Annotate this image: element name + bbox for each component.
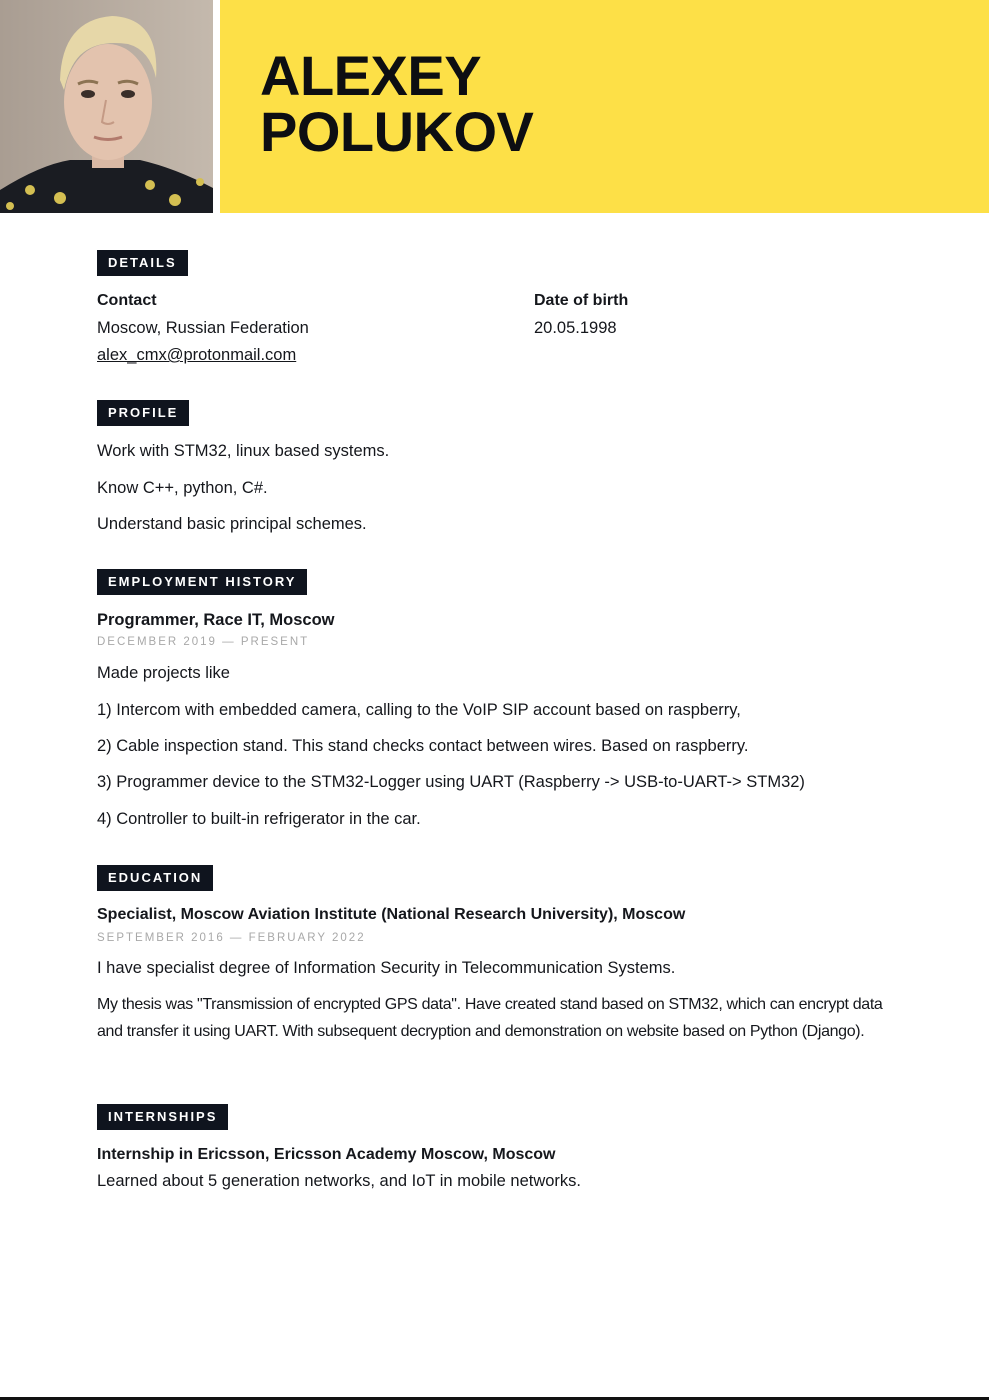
profile-photo xyxy=(0,0,213,213)
contact-label: Contact xyxy=(97,292,157,309)
profile-line: Know C++, python, C#. xyxy=(97,479,268,497)
education-dates: SEPTEMBER 2016 — FEBRUARY 2022 xyxy=(97,932,366,944)
internship-title: Internship in Ericsson, Ericsson Academy Moscow, Moscow xyxy=(97,1146,556,1163)
job-description-line: 3) Programmer device to the STM32-Logger using UART (Raspberry -> USB-to-UART-> STM32) xyxy=(97,773,805,791)
contact-email-link[interactable]: alex_cmx@protonmail.com xyxy=(97,346,297,364)
details-heading: DETAILS xyxy=(97,250,188,276)
profile-line: Work with STM32, linux based systems. xyxy=(97,442,390,460)
job-description-line: 4) Controller to built-in refrigerator in the car. xyxy=(97,810,421,828)
profile-line: Understand basic principal schemes. xyxy=(97,515,367,533)
last-name: POLUKOV xyxy=(260,100,534,163)
employment-heading: EMPLOYMENT HISTORY xyxy=(97,569,307,595)
portrait-image xyxy=(0,0,213,213)
job-description-line: Made projects like xyxy=(97,664,230,682)
contact-location: Moscow, Russian Federation xyxy=(97,319,309,337)
job-dates: DECEMBER 2019 — PRESENT xyxy=(97,636,310,648)
name-banner xyxy=(220,0,989,213)
job-title: Programmer, Race IT, Moscow xyxy=(97,611,335,629)
education-heading: EDUCATION xyxy=(97,865,213,891)
job-description-line: 2) Cable inspection stand. This stand checks contact between wires. Based on raspberry. xyxy=(97,737,749,755)
education-description-line: I have specialist degree of Information Security in Telecommunication Systems. xyxy=(97,959,676,977)
education-thesis-paragraph: My thesis was "Transmission of encrypted GPS data". Have created stand based on STM32, which can encrypt data and transfer it using UART. With subsequent decryption and demonstration on website based on Python (Django). xyxy=(97,996,883,1040)
first-name: ALEXEY xyxy=(260,44,482,107)
full-name xyxy=(260,44,534,163)
profile-heading: PROFILE xyxy=(97,400,189,426)
internship-description: Learned about 5 generation networks, and IoT in mobile networks. xyxy=(97,1172,581,1190)
education-title: Specialist, Moscow Aviation Institute (National Research University), Moscow xyxy=(97,906,686,923)
dob-label: Date of birth xyxy=(534,292,629,309)
dob-value: 20.05.1998 xyxy=(534,319,617,337)
job-description-line: 1) Intercom with embedded camera, calling to the VoIP SIP account based on raspberry, xyxy=(97,701,741,719)
internships-heading: INTERNSHIPS xyxy=(97,1104,228,1130)
resume-header xyxy=(0,0,989,213)
